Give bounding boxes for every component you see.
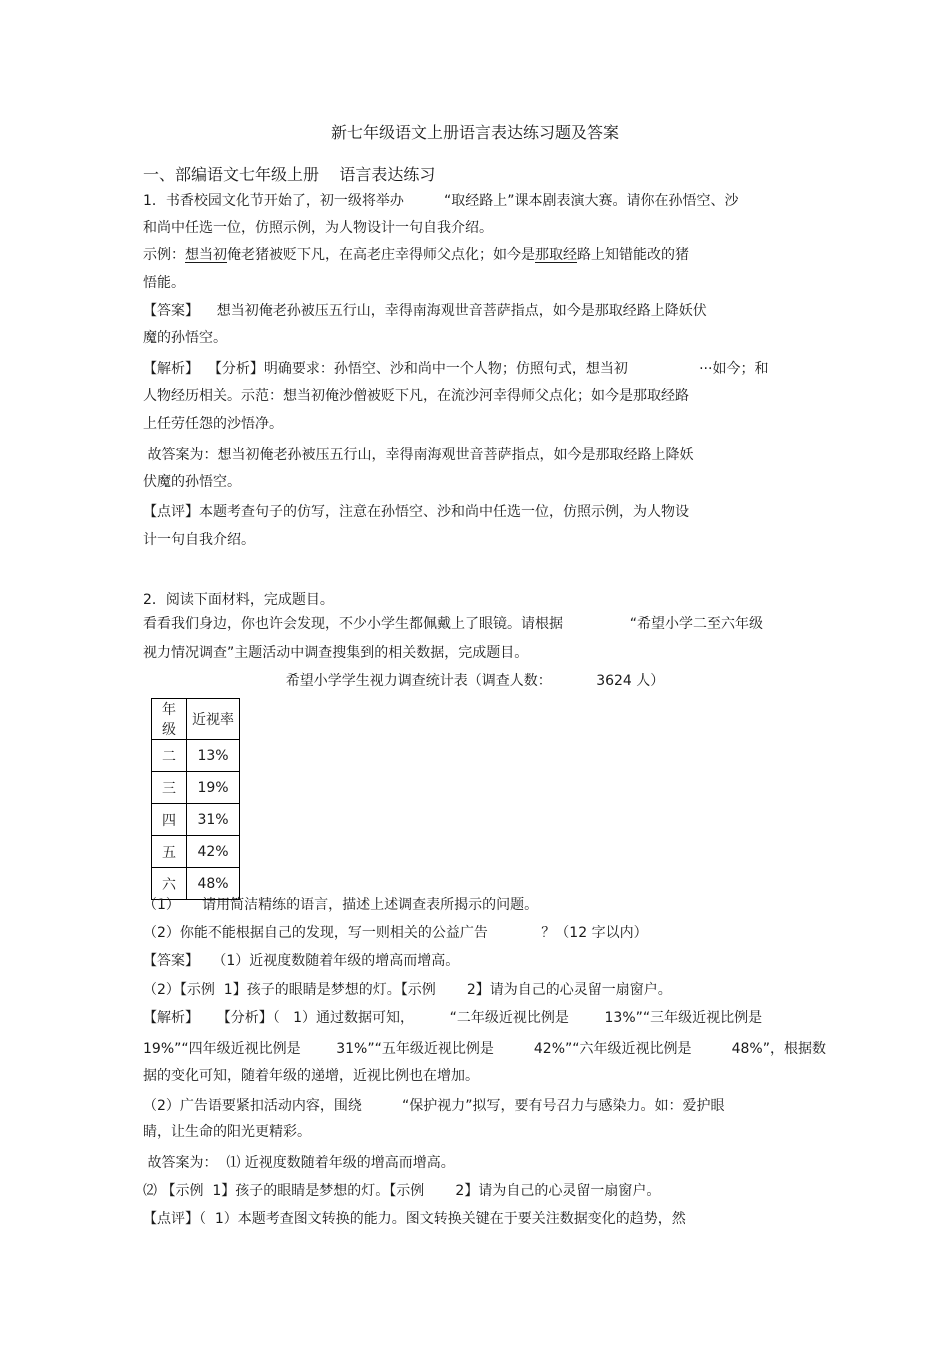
q2-final-answer: 故答案为： ⑴ 近视度数随着年级的增高而增高。 <box>143 1155 455 1171</box>
grade-cell: 四 <box>152 804 187 836</box>
table-caption: 希望小学学生视力调查统计表（调查人数： 3624 人） <box>285 673 665 689</box>
q2-answer-cont: （2）【示例 1】孩子的眼睛是梦想的灯。【示例 2】请为自己的心灵留一扇窗户。 <box>143 982 672 998</box>
q2-sub-1: （1） 请用简洁精练的语言，描述上述调查表所揭示的问题。 <box>143 897 539 913</box>
table-row <box>152 836 240 868</box>
document-title: 新七年级语文上册语言表达练习题及答案 <box>330 123 619 142</box>
q1-answer: 【答案】 想当初俺老孙被压五行山，幸得南海观世音菩萨指点，如今是那取经路上降妖伏 <box>143 303 707 319</box>
grade-cell: 二 <box>152 740 187 772</box>
q1-line-4: 悟能。 <box>143 275 185 291</box>
q2-comment: 【点评】（ 1）本题考查图文转换的能力。图文转换关键在于要关注数据变化的趋势，然 <box>143 1211 686 1227</box>
example-label: 示例： <box>143 247 185 263</box>
q2-final-answer-cont: ⑵ 【示例 1】孩子的眼睛是梦想的灯。【示例 2】请为自己的心灵留一扇窗户。 <box>143 1183 661 1199</box>
table-row <box>152 804 240 836</box>
q1-line-1: 1．书香校园文化节开始了，初一级将举办 “取经路上”课本剧表演大赛。请你在孙悟空、沙 <box>143 193 739 209</box>
q2-sub-2: （2）你能不能根据自己的发现，写一则相关的公益广告 ？（12 字以内） <box>143 925 648 941</box>
rate-cell: 42% <box>187 836 240 868</box>
underlined-phrase: 想当初 <box>185 247 227 263</box>
rate-cell: 48% <box>187 868 240 900</box>
q1-analysis-cont: 上任劳任怨的沙悟净。 <box>143 416 283 432</box>
example-text: 俺老猪被贬下凡，在高老庄幸得师父点化；如今是 <box>227 247 535 263</box>
q1-analysis: 【解析】 【分析】明确要求：孙悟空、沙和尚中一个人物；仿照句式，想当初 ···如今；和 <box>143 361 769 377</box>
q1-comment: 【点评】本题考查句子的仿写，注意在孙悟空、沙和尚中任选一位，仿照示例，为人物设 <box>143 504 689 520</box>
q1-answer-cont: 魔的孙悟空。 <box>143 330 227 346</box>
q1-analysis-cont: 人物经历相关。示范：想当初俺沙僧被贬下凡，在流沙河幸得师父点化；如今是那取经路 <box>143 388 689 404</box>
q2-analysis-2: （2）广告语要紧扣活动内容，围绕 “保护视力”拟写，要有号召力与感染力。如：爱护眼 <box>143 1098 725 1114</box>
q1-example-line <box>143 245 689 265</box>
q2-analysis-cont: 19%”“四年级近视比例是 31%”“五年级近视比例是 42%”“六年级近视比例是 48%”，根据数 <box>143 1041 826 1057</box>
q1-line-2: 和尚中任选一位，仿照示例，为人物设计一句自我介绍。 <box>143 220 493 236</box>
q2-line-3: 视力情况调查”主题活动中调查搜集到的相关数据，完成题目。 <box>143 645 529 661</box>
q2-answer: 【答案】 （1）近视度数随着年级的增高而增高。 <box>143 953 460 969</box>
q2-line-1: 2．阅读下面材料，完成题目。 <box>143 592 334 608</box>
grade-cell: 六 <box>152 868 187 900</box>
table-row <box>152 740 240 772</box>
q2-analysis: 【解析】 【分析】（ 1）通过数据可知， “二年级近视比例是 13%”“三年级近视比例是 <box>143 1010 763 1026</box>
example-text: 路上知错能改的猪 <box>577 247 689 263</box>
grade-cell: 五 <box>152 836 187 868</box>
vision-survey-table <box>151 698 240 900</box>
q1-final-answer-cont: 伏魔的孙悟空。 <box>143 474 241 490</box>
q1-comment-cont: 计一句自我介绍。 <box>143 532 255 548</box>
table-row <box>152 772 240 804</box>
underlined-phrase: 那取经 <box>535 247 577 263</box>
table-header: 近视率 <box>187 699 240 740</box>
q2-line-2: 看看我们身边，你也许会发现，不少小学生都佩戴上了眼镜。请根据 “希望小学二至六年级 <box>143 616 764 632</box>
rate-cell: 13% <box>187 740 240 772</box>
table-header-row <box>152 699 240 740</box>
rate-cell: 31% <box>187 804 240 836</box>
section-heading: 一、部编语文七年级上册 语言表达练习 <box>143 165 436 184</box>
table-header: 年级 <box>152 699 187 740</box>
rate-cell: 19% <box>187 772 240 804</box>
q2-analysis-cont: 据的变化可知，随着年级的递增，近视比例也在增加。 <box>143 1068 479 1084</box>
grade-cell: 三 <box>152 772 187 804</box>
q2-analysis-2-cont: 睛，让生命的阳光更精彩。 <box>143 1124 311 1140</box>
q1-final-answer: 故答案为：想当初俺老孙被压五行山，幸得南海观世音菩萨指点，如今是那取经路上降妖 <box>143 447 694 463</box>
